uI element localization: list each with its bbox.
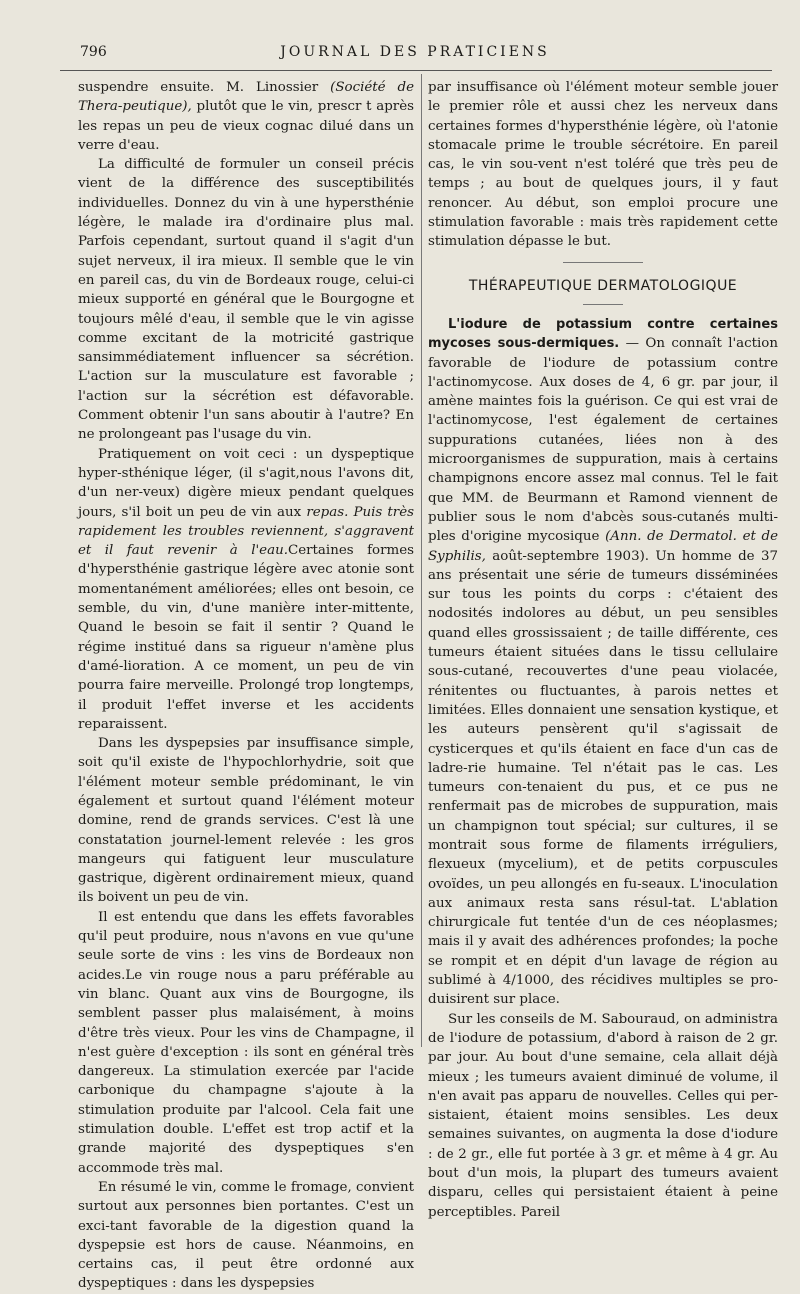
right-column	[428, 78, 779, 1220]
journal-title: JOURNAL DES PRATICIENS	[280, 44, 550, 60]
paragraph: par insuffisance où l'élément moteur semble jouer le premier rôle et aussi chez les nerveux dans certaines formes d'hypersthénie légère, où l'atonie stomacale prime le trouble sécrétoire. En pareil cas, le vin sou-vent n'est toléré que très peu de temps ; au bout de quelques jours, il y faut renoncer. Au début, son emploi procure une stimulation favorable : mais très rapidement cette stimulation dépasse le but.	[428, 80, 778, 250]
italic-run: repas. Puis très rapidement les troubles reviennent, s'aggravent et il faut revenir à l'eau.	[78, 504, 415, 559]
text-run: — On connaît l'action favorable de l'iodure de potassium contre l'actinomycose. Aux doses de 4, 6 gr. par jour, il amène maintes fois la guérison. Ce qui est vrai de l'actinomycose, l'est également de certaines suppurations cutanées, liées non à des microorganismes de suppuration, mais à certains champignons encore assez mal connus. Tel le fait que MM. de Beurmann et Ramond viennent de publier sous le nom d'abcès sous-cutanés multi-ples d'origine mycosique	[428, 336, 778, 545]
citation: (Ann. de Dermatol. et de Syphilis,	[428, 529, 779, 564]
column-divider	[421, 74, 422, 1047]
paragraph: Dans les dyspepsies par insuffisance simple, soit qu'il existe de l'hypochlorhydrie, soit que l'élément moteur semble prédominant, le vin également et surtout quand l'élément moteur domine, rend de grands services. C'est là une constatation journel-lement relevée : les gros mangeurs qui fatiguent leur musculature gastrique, digèrent ordinairement mieux, quand ils boivent un peu de vin.	[78, 736, 414, 906]
paragraph: La difficulté de formuler un conseil précis vient de la différence des susceptibilités individuelles. Donnez du vin à une hypersthénie légère, le malade ira d'ordinaire plus mal. Parfois cependant, surtout quand il s'agit d'un sujet nerveux, il ira mieux. Il semble que le vin en pareil cas, du vin de Bordeaux rouge, celui-ci mieux supporté en général que le Bourgogne et toujours mêlé d'eau, il semble que le vin agisse comme excitant de la motricité gastrique sansimmédiatement influencer sa sécrétion. L'action sur la musculature est favorable ; l'action sur la sécrétion est défavorable. Comment obtenir l'un sans aboutir à l'autre? En ne prolongeant pas l'usage du vin.	[78, 157, 414, 443]
left-column	[78, 78, 415, 1292]
citation: (Société de Thera-peutique),	[78, 80, 414, 115]
text-run: Certaines formes d'hypersthénie gastrique légère avec atonie sont momentanément améliorées; elles ont besoin, ce semble, du vin, d'une manière inter-mittente, Quand le besoin se fait il sentir ? Quand le régime institué dans sa rigueur n'amène plus d'amé-lioration. A ce moment, un peu de vin pourra faire merveille. Prolongé trop longtemps, il produit l'effet inverse et les accidents reparaissent.	[78, 543, 414, 732]
text-run: août-septembre 1903). Un homme de 37 ans présentait une série de tumeurs disséminées sur tous les points du corps : c'étaient des nodosités indolores au début, un peu sensibles quand elles grossissaient ; de taille différente, ces tumeurs étaient situées dans le tissu cellulaire sous-cutané, recouvertes d'une peau violacée, rénitentes ou fluctuantes, à parois nettes et limitées. Elles donnaient une sensation kystique, et les auteurs pensèrent qu'il s'agissait de cysticerques et qu'ils étaient en face d'un cas de ladre-rie humaine. Tel n'était pas le cas. Les tumeurs con-tenaient du pus, et ce pus ne renfermait pas de microbes de suppuration, mais un champignon tout spécial; sur cultures, il se montrait sous forme de filaments irréguliers, flexueux (mycelium), et de petits corpuscules ovoïdes, un peu allongés en fu-seaux. L'inoculation aux animaux resta sans résul-tat. L'ablation chirurgicale fut tentée d'un de ces néoplasmes; mais il y avait des adhérences profondes; la poche se rompit et en dépit d'un lavage de région au sublimé à 4/1000, des récidives multiples se pro-duisirent sur place.	[428, 548, 778, 1008]
section-title: THÉRAPEUTIQUE DERMATOLOGIQUE	[468, 277, 738, 294]
paragraph: Il est entendu que dans les effets favorables qu'il peut produire, nous n'avons en vue qu'une seule sorte de vins : les vins de Bordeaux non acides.Le vin rouge nous a paru préférable au vin blanc. Quant aux vins de Bourgogne, ils semblent passer plus malaisément, à moins d'être très vieux. Pour les vins de Champagne, il n'est guère d'exception : ils sont en général très dangereux. La stimulation exercée par l'acide carbonique du champagne s'ajoute à la stimulation produite par l'alcool. Cela fait une stimulation double. L'effet est trop actif et la grande majorité des dyspeptiques s'en accommode très mal.	[78, 909, 414, 1176]
page-number: 796	[80, 44, 107, 60]
article-paragraph	[428, 315, 778, 1010]
header-rule	[60, 70, 772, 71]
article-title: L'iodure de potassium contre certaines mycoses sous-dermiques.	[428, 316, 778, 352]
page-header	[60, 44, 770, 66]
paragraph	[78, 78, 414, 155]
title-underline	[583, 304, 623, 305]
text-run: plutôt que le vin, prescr t après les repas un peu de vieux cognac dilué dans un verre d'eau.	[78, 99, 415, 153]
text-run: Pratiquement on voit ceci : un dyspeptique hyper-sthénique léger, (il s'agit,nous l'avons dit, d'un ner-veux) digère mieux pendant quelques jours, s'il boit un peu de vin aux	[78, 446, 414, 520]
text-run: suspendre ensuite. M. Linossier	[78, 80, 319, 95]
paragraph: Sur les conseils de M. Sabouraud, on administra de l'iodure de potassium, d'abord à raison de 2 gr. par jour. Au bout d'une semaine, cela allait déjà mieux ; les tumeurs avaient diminué de volume, il n'en avait pas apparu de nouvelles. Celles qui per-sistaient, étaient moins sensibles. Les deux semaines suivantes, on augmenta la dose d'iodure : de 2 gr., elle fut portée à 3 gr. et même à 4 gr. Au bout d'un mois, la plupart des tumeurs avaient disparu, celles qui persistaient étaient à peine perceptibles. Pareil	[428, 1011, 778, 1220]
paragraph	[78, 445, 414, 734]
section-separator	[563, 262, 643, 263]
paragraph: En résumé le vin, comme le fromage, convient surtout aux personnes bien portantes. C'est un exci-tant favorable de la digestion quand la dyspepsie est hors de cause. Néanmoins, en certains cas, il peut être ordonné aux dyspeptiques : dans les dyspepsies	[78, 1179, 414, 1292]
